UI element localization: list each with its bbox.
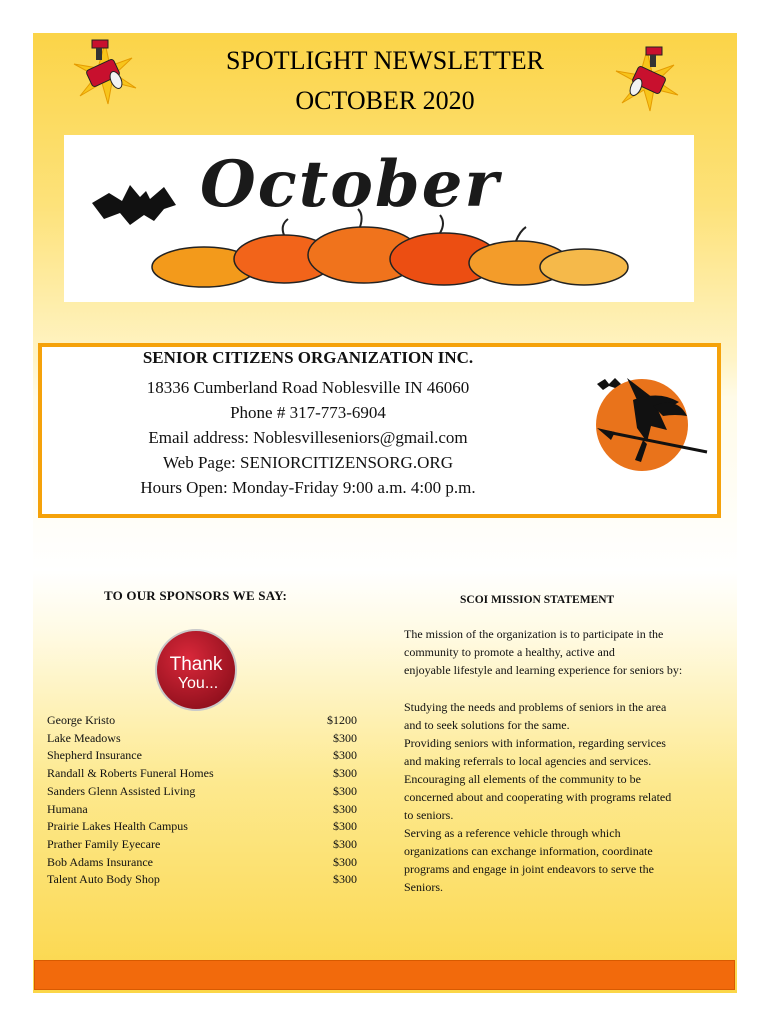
org-hours: Hours Open: Monday-Friday 9:00 a.m. 4:00 p.m. (140, 478, 476, 497)
sponsor-amount: $300 (333, 748, 357, 763)
org-name: SENIOR CITIZENS ORGANIZATION INC. (142, 348, 474, 367)
sponsor-amount: $300 (333, 854, 357, 869)
banner-word: October (200, 147, 501, 222)
org-address: 18336 Cumberland Road Noblesville IN 46060 (146, 378, 470, 397)
sponsor-amount: $300 (333, 766, 357, 781)
org-phone: Phone # 317-773-6904 (230, 403, 386, 422)
sponsor-row (47, 730, 357, 748)
mission-points (404, 698, 714, 896)
sponsor-row (47, 765, 357, 783)
sponsor-row (47, 818, 357, 836)
sponsor-amount: $300 (333, 819, 357, 834)
sponsor-name: Shepherd Insurance (47, 748, 142, 763)
sponsor-row (47, 836, 357, 854)
mission-line: Providing seniors with information, regarding services (404, 736, 666, 750)
sponsor-row (47, 854, 357, 872)
mission-line: Serving as a reference vehicle through which (404, 826, 621, 840)
mission-heading: SCOI MISSION STATEMENT (460, 594, 615, 606)
sponsor-name: George Kristo (47, 713, 116, 727)
sponsor-row (47, 871, 357, 889)
sponsor-name: Prather Family Eyecare (47, 836, 161, 851)
thanks-line-1: Thank (169, 654, 223, 675)
mission-intro (404, 625, 714, 679)
sponsor-amount: $300 (333, 783, 357, 798)
sponsor-amount: $300 (333, 836, 357, 851)
sponsor-name: Talent Auto Body Shop (47, 872, 160, 887)
mission-line: concerned about and cooperating with programs related (404, 790, 672, 804)
org-website: Web Page: SENIORCITIZENSORG.ORG (163, 453, 453, 472)
mission-line: Seniors. (404, 880, 443, 894)
sponsor-amount: $300 (333, 730, 357, 745)
sponsor-row (47, 712, 357, 730)
sponsor-name: Bob Adams Insurance (47, 854, 153, 869)
sponsors-heading: TO OUR SPONSORS WE SAY: (104, 588, 288, 603)
sponsor-name: Humana (47, 801, 88, 816)
sponsor-name: Randall & Roberts Funeral Homes (47, 766, 214, 781)
mission-line: to seniors. (404, 808, 454, 822)
thank-you-badge-icon (154, 628, 238, 712)
sponsor-amount: $1200 (327, 713, 357, 727)
mission-line: Studying the needs and problems of seniors in the area (404, 700, 667, 714)
mission-line: and to seek solutions for the same. (404, 718, 570, 732)
sponsor-name: Lake Meadows (47, 730, 121, 745)
witch-moon-icon (567, 370, 717, 480)
sponsor-name: Prairie Lakes Health Campus (47, 819, 188, 834)
sponsor-amount: $300 (333, 872, 357, 887)
thanks-line-2: You... (177, 675, 219, 692)
mission-line: and making referrals to local agencies and services. (404, 754, 652, 768)
sponsor-amount: $300 (333, 801, 357, 816)
newsletter-date: OCTOBER 2020 (295, 86, 475, 115)
newsletter-title: SPOTLIGHT NEWSLETTER (226, 46, 544, 75)
mission-line: The mission of the organization is to participate in the (404, 627, 664, 641)
mission-line: organizations can exchange information, coordinate (404, 844, 653, 858)
org-email: Email address: Noblesvilleseniors@gmail.com (148, 428, 468, 447)
mission-line: Encouraging all elements of the community to be (404, 772, 641, 786)
footer-bar (34, 960, 735, 990)
sponsor-list (47, 712, 357, 889)
mission-line: programs and engage in joint endeavors to serve the (404, 862, 654, 876)
mission-line: enjoyable lifestyle and learning experience for seniors by: (404, 663, 683, 677)
sponsor-name: Sanders Glenn Assisted Living (47, 783, 196, 798)
sponsor-row (47, 747, 357, 765)
mission-line: community to promote a healthy, active and (404, 645, 615, 659)
sponsor-row (47, 783, 357, 801)
sponsor-row (47, 801, 357, 819)
